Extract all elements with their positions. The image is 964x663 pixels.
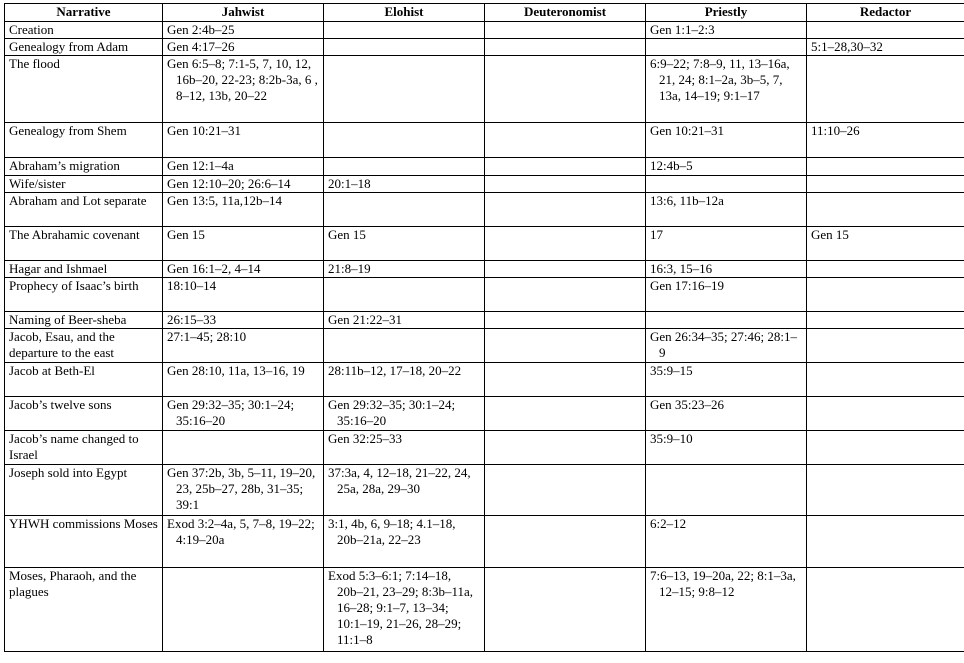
priestly-cell (646, 465, 807, 516)
deuteronomist-cell (485, 516, 646, 568)
table-row (5, 329, 964, 363)
narrative-cell: Abraham and Lot separate (5, 193, 163, 227)
header-jahwist: Jahwist (163, 4, 324, 22)
redactor-cell (807, 329, 964, 363)
narrative-cell: Creation (5, 22, 163, 39)
priestly-cell (646, 312, 807, 329)
deuteronomist-cell (485, 431, 646, 465)
table-row (5, 123, 964, 158)
elohist-cell: Gen 15 (324, 227, 485, 261)
narrative-cell: Hagar and Ishmael (5, 261, 163, 278)
elohist-cell: 28:11b–12, 17–18, 20–22 (324, 363, 485, 397)
table-row (5, 22, 964, 39)
table-row (5, 397, 964, 431)
narrative-cell: Genealogy from Adam (5, 39, 163, 56)
narrative-cell: Naming of Beer-sheba (5, 312, 163, 329)
narrative-cell: Moses, Pharaoh, and the plagues (5, 568, 163, 652)
elohist-cell: Gen 29:32–35; 30:1–24; 35:16–20 (324, 397, 485, 431)
jahwist-cell: Exod 3:2–4a, 5, 7–8, 19–22; 4:19–20a (163, 516, 324, 568)
table-row (5, 39, 964, 56)
deuteronomist-cell (485, 56, 646, 123)
narrative-cell: YHWH commissions Moses (5, 516, 163, 568)
redactor-cell (807, 516, 964, 568)
redactor-cell: 11:10–26 (807, 123, 964, 158)
jahwist-cell: Gen 12:1–4a (163, 158, 324, 176)
elohist-cell (324, 329, 485, 363)
header-priestly: Priestly (646, 4, 807, 22)
priestly-cell: Gen 10:21–31 (646, 123, 807, 158)
narrative-cell: Abraham’s migration (5, 158, 163, 176)
jahwist-cell: Gen 37:2b, 3b, 5–11, 19–20, 23, 25b–27, 28b, 31–35; 39:1 (163, 465, 324, 516)
narrative-cell: Jacob’s name changed to Israel (5, 431, 163, 465)
deuteronomist-cell (485, 22, 646, 39)
deuteronomist-cell (485, 397, 646, 431)
table-row (5, 312, 964, 329)
priestly-cell: 35:9–15 (646, 363, 807, 397)
deuteronomist-cell (485, 312, 646, 329)
elohist-cell (324, 278, 485, 312)
table-row (5, 193, 964, 227)
narrative-cell: The flood (5, 56, 163, 123)
table-row (5, 465, 964, 516)
redactor-cell (807, 431, 964, 465)
table-row (5, 158, 964, 176)
elohist-cell (324, 56, 485, 123)
jahwist-cell: 27:1–45; 28:10 (163, 329, 324, 363)
elohist-cell (324, 123, 485, 158)
table-row (5, 261, 964, 278)
deuteronomist-cell (485, 261, 646, 278)
deuteronomist-cell (485, 158, 646, 176)
priestly-cell: 13:6, 11b–12a (646, 193, 807, 227)
narrative-cell: Jacob, Esau, and the departure to the east (5, 329, 163, 363)
header-elohist: Elohist (324, 4, 485, 22)
redactor-cell (807, 278, 964, 312)
priestly-cell: 16:3, 15–16 (646, 261, 807, 278)
table-row (5, 431, 964, 465)
narrative-cell: Prophecy of Isaac’s birth (5, 278, 163, 312)
narrative-cell: Jacob at Beth-El (5, 363, 163, 397)
priestly-cell: Gen 1:1–2:3 (646, 22, 807, 39)
jahwist-cell (163, 568, 324, 652)
elohist-cell (324, 193, 485, 227)
priestly-cell: Gen 17:16–19 (646, 278, 807, 312)
priestly-cell: 7:6–13, 19–20a, 22; 8:1–3a, 12–15; 9:8–12 (646, 568, 807, 652)
jahwist-cell: Gen 16:1–2, 4–14 (163, 261, 324, 278)
table-row (5, 56, 964, 123)
jahwist-cell: Gen 15 (163, 227, 324, 261)
elohist-cell (324, 39, 485, 56)
elohist-cell (324, 22, 485, 39)
redactor-cell (807, 465, 964, 516)
elohist-cell: 20:1–18 (324, 176, 485, 193)
deuteronomist-cell (485, 193, 646, 227)
narrative-cell: Genealogy from Shem (5, 123, 163, 158)
redactor-cell (807, 363, 964, 397)
source-table (4, 3, 964, 652)
priestly-cell: 35:9–10 (646, 431, 807, 465)
priestly-cell: Gen 35:23–26 (646, 397, 807, 431)
priestly-cell: 12:4b–5 (646, 158, 807, 176)
header-deuteronomist: Deuteronomist (485, 4, 646, 22)
priestly-cell: Gen 26:34–35; 27:46; 28:1–9 (646, 329, 807, 363)
elohist-cell: Gen 21:22–31 (324, 312, 485, 329)
jahwist-cell: Gen 12:10–20; 26:6–14 (163, 176, 324, 193)
redactor-cell (807, 158, 964, 176)
narrative-cell: The Abrahamic covenant (5, 227, 163, 261)
deuteronomist-cell (485, 39, 646, 56)
redactor-cell (807, 22, 964, 39)
deuteronomist-cell (485, 363, 646, 397)
header-row (5, 4, 964, 22)
jahwist-cell: Gen 6:5–8; 7:1-5, 7, 10, 12, 16b–20, 22-23; 8:2b-3a, 6 , 8–12, 13b, 20–22 (163, 56, 324, 123)
table-row (5, 227, 964, 261)
redactor-cell (807, 312, 964, 329)
header-narrative: Narrative (5, 4, 163, 22)
jahwist-cell: Gen 29:32–35; 30:1–24; 35:16–20 (163, 397, 324, 431)
deuteronomist-cell (485, 227, 646, 261)
jahwist-cell: Gen 13:5, 11a,12b–14 (163, 193, 324, 227)
table-row (5, 568, 964, 652)
table-row (5, 278, 964, 312)
table-row (5, 363, 964, 397)
jahwist-cell: 18:10–14 (163, 278, 324, 312)
priestly-cell: 6:2–12 (646, 516, 807, 568)
deuteronomist-cell (485, 123, 646, 158)
elohist-cell (324, 158, 485, 176)
priestly-cell (646, 176, 807, 193)
redactor-cell (807, 261, 964, 278)
priestly-cell: 6:9–22; 7:8–9, 11, 13–16a, 21, 24; 8:1–2a, 3b–5, 7, 13a, 14–19; 9:1–17 (646, 56, 807, 123)
jahwist-cell (163, 431, 324, 465)
redactor-cell: Gen 15 (807, 227, 964, 261)
narrative-cell: Jacob’s twelve sons (5, 397, 163, 431)
table-row (5, 176, 964, 193)
redactor-cell (807, 193, 964, 227)
elohist-cell: 21:8–19 (324, 261, 485, 278)
jahwist-cell: Gen 4:17–26 (163, 39, 324, 56)
jahwist-cell: Gen 2:4b–25 (163, 22, 324, 39)
priestly-cell (646, 39, 807, 56)
deuteronomist-cell (485, 329, 646, 363)
priestly-cell: 17 (646, 227, 807, 261)
deuteronomist-cell (485, 465, 646, 516)
elohist-cell: Exod 5:3–6:1; 7:14–18, 20b–21, 23–29; 8:3b–11a, 16–28; 9:1–7, 13–34; 10:1–19, 21–26, 28–29; 11:1–8 (324, 568, 485, 652)
jahwist-cell: Gen 28:10, 11a, 13–16, 19 (163, 363, 324, 397)
deuteronomist-cell (485, 278, 646, 312)
jahwist-cell: Gen 10:21–31 (163, 123, 324, 158)
table-row (5, 516, 964, 568)
jahwist-cell: 26:15–33 (163, 312, 324, 329)
deuteronomist-cell (485, 568, 646, 652)
redactor-cell: 5:1–28,30–32 (807, 39, 964, 56)
header-redactor: Redactor (807, 4, 964, 22)
elohist-cell: Gen 32:25–33 (324, 431, 485, 465)
elohist-cell: 3:1, 4b, 6, 9–18; 4.1–18, 20b–21a, 22–23 (324, 516, 485, 568)
elohist-cell: 37:3a, 4, 12–18, 21–22, 24, 25a, 28a, 29–30 (324, 465, 485, 516)
deuteronomist-cell (485, 176, 646, 193)
redactor-cell (807, 397, 964, 431)
narrative-cell: Wife/sister (5, 176, 163, 193)
redactor-cell (807, 568, 964, 652)
redactor-cell (807, 176, 964, 193)
redactor-cell (807, 56, 964, 123)
narrative-cell: Joseph sold into Egypt (5, 465, 163, 516)
